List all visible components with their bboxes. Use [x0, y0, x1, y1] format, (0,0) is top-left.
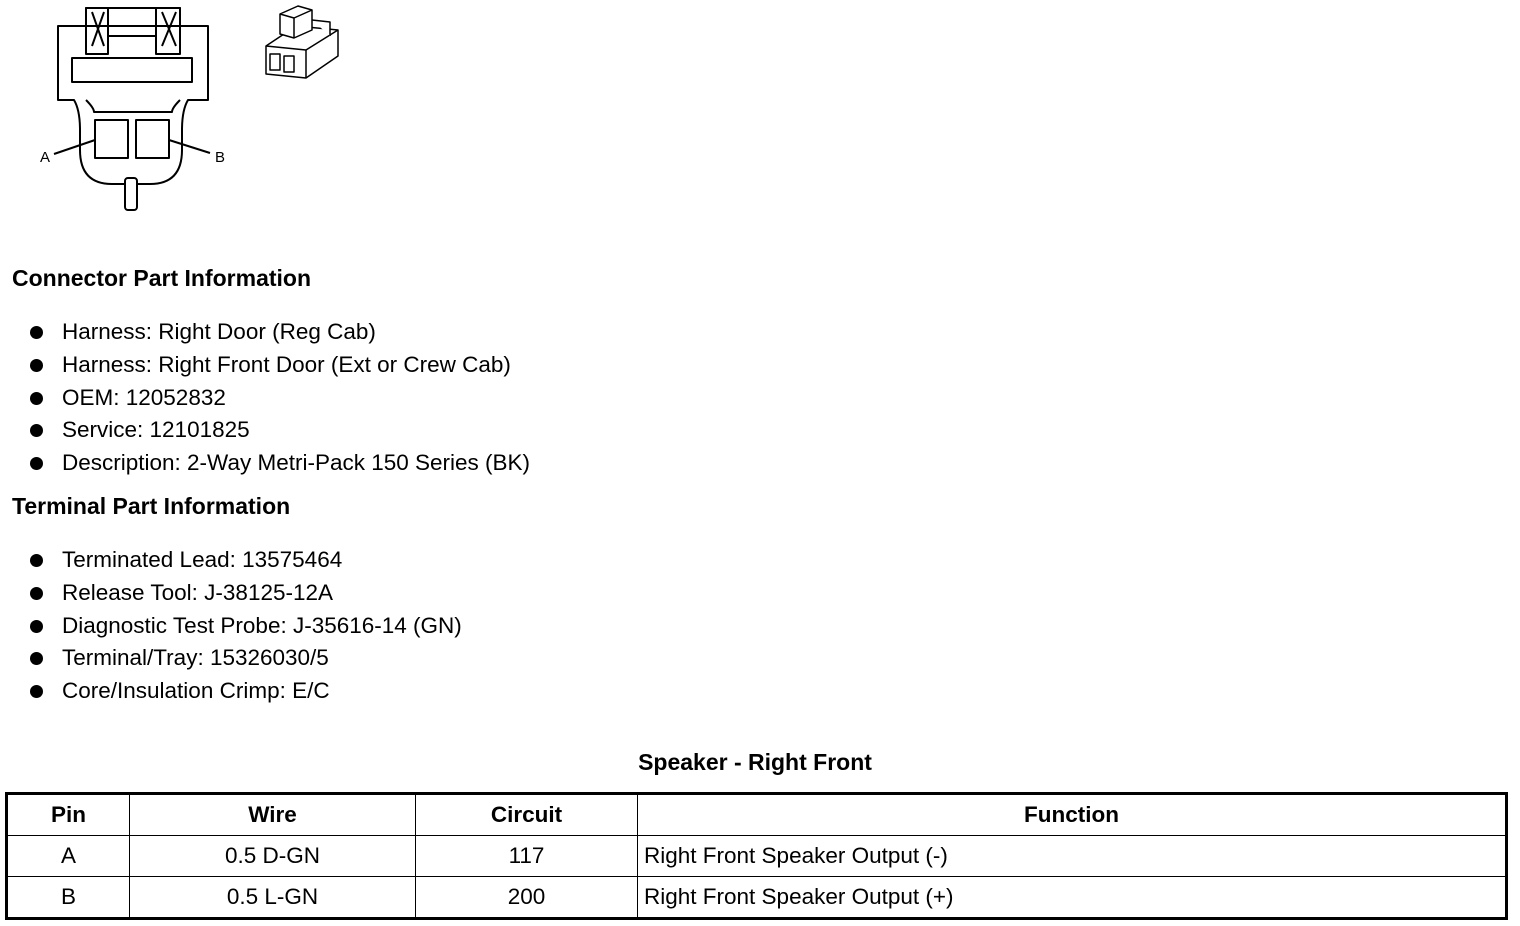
cell-wire: 0.5 L-GN [130, 877, 416, 919]
list-item: Terminal/Tray: 15326030/5 [28, 642, 462, 675]
cavity-b [136, 120, 169, 158]
list-item: Core/Insulation Crimp: E/C [28, 675, 462, 708]
cell-circuit: 200 [416, 877, 638, 919]
header-function: Function [638, 794, 1507, 836]
list-item: Harness: Right Door (Reg Cab) [28, 316, 530, 349]
list-item: Service: 12101825 [28, 414, 530, 447]
pin-label-a: A [40, 149, 51, 166]
pinout-table [5, 792, 1508, 920]
header-wire: Wire [130, 794, 416, 836]
connector-housing [58, 26, 208, 184]
terminal-part-info-list [28, 544, 462, 708]
list-item: Harness: Right Front Door (Ext or Crew Cab) [28, 349, 530, 382]
cell-circuit: 117 [416, 836, 638, 877]
table-row [7, 836, 1507, 877]
list-item: Release Tool: J-38125-12A [28, 577, 462, 610]
key-tab [125, 178, 137, 210]
cell-pin: B [7, 877, 130, 919]
list-item: Terminated Lead: 13575464 [28, 544, 462, 577]
connector-iso-view [266, 6, 338, 78]
connector-diagram [0, 0, 360, 220]
terminal-part-info-title: Terminal Part Information [12, 493, 291, 519]
connector-part-info-title: Connector Part Information [12, 265, 312, 291]
header-circuit: Circuit [416, 794, 638, 836]
connector-part-info-list [28, 316, 530, 480]
header-pin: Pin [7, 794, 130, 836]
table-row [7, 877, 1507, 919]
list-item: OEM: 12052832 [28, 382, 530, 415]
cell-function: Right Front Speaker Output (+) [638, 877, 1507, 919]
pin-label-b: B [215, 149, 226, 166]
cell-function: Right Front Speaker Output (-) [638, 836, 1507, 877]
list-item: Diagnostic Test Probe: J-35616-14 (GN) [28, 610, 462, 643]
cell-pin: A [7, 836, 130, 877]
cell-wire: 0.5 D-GN [130, 836, 416, 877]
cavity-a [95, 120, 128, 158]
table-caption: Speaker - Right Front [638, 749, 872, 775]
list-item: Description: 2-Way Metri-Pack 150 Series (BK) [28, 447, 530, 480]
table-header-row [7, 794, 1507, 836]
